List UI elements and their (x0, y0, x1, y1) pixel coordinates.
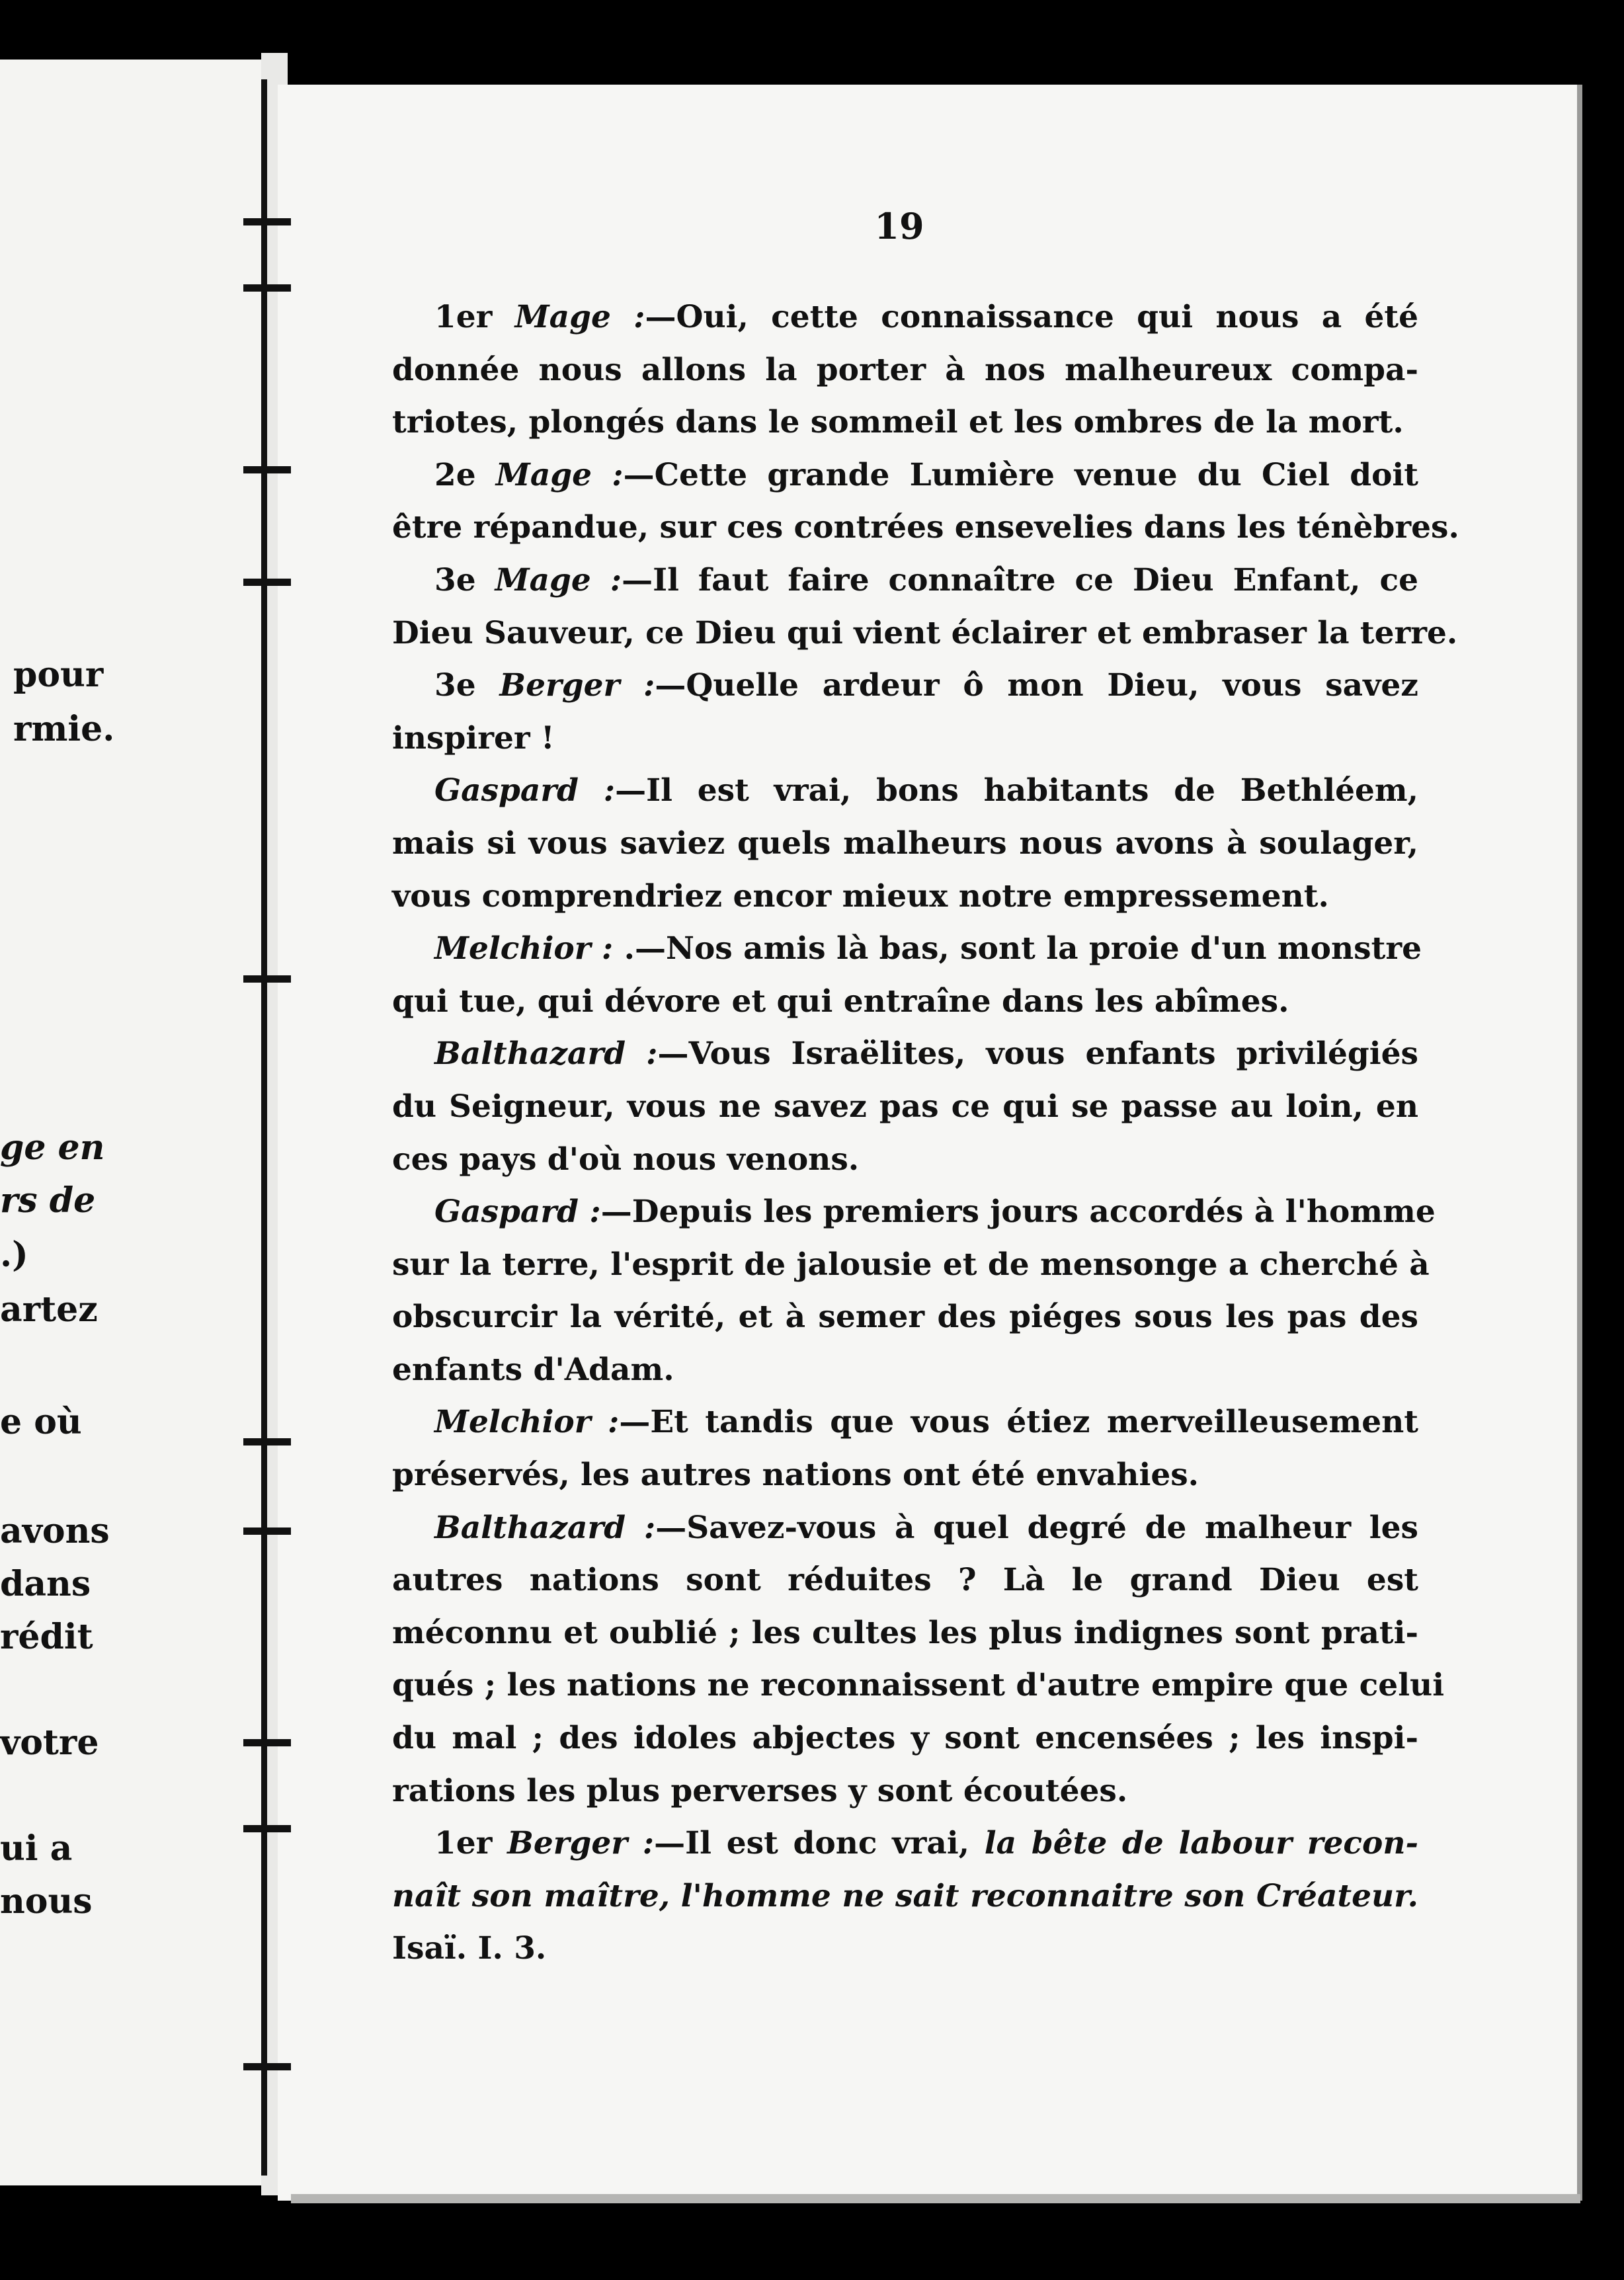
binding-stitch (243, 1527, 291, 1535)
text-line (392, 1817, 1418, 1870)
text-line (392, 1239, 1430, 1291)
speaker-label: Balthazard : (434, 1036, 658, 1073)
text-run: —Il est donc vrai, (654, 1825, 985, 1862)
text-run: 1er (434, 1825, 508, 1862)
left-page-fragment: pour (13, 655, 104, 695)
text-run: préservés, les autres nations ont été envahies. (392, 1457, 1199, 1494)
text-run: —Vous Israëlites, vous enfants privilégiés (657, 1036, 1418, 1073)
binding-stitch (243, 466, 291, 473)
text-line (392, 449, 1418, 502)
text-run: qui tue, qui dévore et qui entraîne dans les abîmes. (392, 983, 1289, 1020)
speaker-label: Gaspard : (434, 772, 616, 809)
text-run: du Seigneur, vous ne savez pas ce qui se passe au loin, en (392, 1088, 1418, 1125)
text-line (392, 922, 1422, 975)
binding-stitch (243, 1825, 291, 1832)
text-line (392, 291, 1418, 344)
left-page-fragment: artez (0, 1289, 98, 1330)
binding-stitch (243, 1438, 291, 1445)
text-run: mais si vous saviez quels malheurs nous avons à soulager, (392, 825, 1418, 862)
text-line (392, 501, 1459, 554)
speaker-label: Gaspard : (434, 1194, 601, 1231)
text-line (392, 344, 1418, 397)
text-line (392, 1080, 1418, 1133)
text-run: être répandue, sur ces contrées ensevelies dans les ténèbres. (392, 509, 1459, 546)
text-line (392, 1659, 1445, 1712)
text-run: inspirer ! (392, 719, 555, 756)
text-run: sur la terre, l'esprit de jalousie et de mensonge a cherché à (392, 1246, 1430, 1283)
body-text (392, 291, 1459, 1975)
binding-stitch (243, 2063, 291, 2070)
text-run: vous comprendriez encor mieux notre empressement. (392, 877, 1329, 915)
text-run: triotes, plongés dans le sommeil et les ombres de la mort. (392, 404, 1404, 441)
text-run: —Il faut faire connaître ce Dieu Enfant, ce (622, 561, 1418, 598)
text-line (392, 607, 1458, 660)
text-line (392, 659, 1418, 712)
page-edge-shadow (1577, 85, 1582, 2201)
text-line (392, 1922, 1418, 1975)
text-line (392, 1502, 1418, 1555)
speaker-label: naît son maître, l'homme ne sait reconnaitre son Créateur. (392, 1877, 1418, 1914)
text-run: enfants d'Adam. (392, 1351, 674, 1388)
page-number: 19 (874, 205, 924, 247)
text-run: méconnu et oublié ; les cultes les plus indignes sont prati- (392, 1614, 1418, 1651)
text-line (392, 396, 1418, 449)
text-run: 3e (434, 561, 495, 598)
speaker-label: Mage : (495, 456, 624, 493)
text-line (392, 1291, 1418, 1344)
text-line (392, 817, 1418, 870)
text-line (392, 554, 1418, 607)
text-run: autres nations sont réduites ? Là le grand Dieu est (392, 1562, 1418, 1599)
left-page-fragment: nous (0, 1881, 93, 1922)
text-run: —Oui, cette connaissance qui nous a été (645, 299, 1418, 335)
speaker-label: Mage : (495, 561, 622, 598)
binding-stitch (243, 284, 291, 292)
text-line (392, 1449, 1418, 1502)
text-run: —Quelle ardeur ô mon Dieu, vous savez (655, 667, 1418, 704)
page-bottom-edge (291, 2194, 1580, 2203)
text-line (392, 1133, 1418, 1186)
left-page-fragment: rmie. (13, 709, 115, 749)
text-line (392, 870, 1418, 923)
left-page-fragment: dans (0, 1564, 91, 1604)
text-run: qués ; les nations ne reconnaissent d'autre empire que celui (392, 1667, 1445, 1704)
text-line (392, 975, 1418, 1028)
text-run: du mal ; des idoles abjectes y sont encensées ; les inspi- (392, 1720, 1418, 1757)
speaker-label: Mage : (514, 299, 645, 335)
left-page-fragment: e où (0, 1402, 82, 1442)
binding-stitch (243, 579, 291, 586)
left-page-fragment: rs de (0, 1180, 96, 1221)
left-page-fragment: ge en (0, 1127, 105, 1168)
speaker-label: Melchior : (434, 930, 624, 967)
binding-stitch (243, 975, 291, 983)
text-run: Dieu Sauveur, ce Dieu qui vient éclairer et embraser la terre. (392, 614, 1458, 651)
text-line (392, 1554, 1418, 1607)
text-line (392, 1870, 1418, 1923)
text-line (392, 1607, 1418, 1660)
text-run: .—Nos amis là bas, sont la proie d'un monstre (624, 930, 1422, 967)
text-run: 2e (434, 456, 496, 493)
text-line (392, 1186, 1436, 1239)
text-line (392, 1765, 1418, 1818)
text-line (392, 1396, 1418, 1449)
speaker-label: la bête de labour recon- (984, 1825, 1419, 1862)
text-run: —Depuis les premiers jours accordés à l'homme (600, 1194, 1436, 1231)
text-run: rations les plus perverses y sont écoutées. (392, 1772, 1128, 1809)
text-run: 1er (434, 299, 515, 335)
left-page-fragment: rédit (0, 1617, 93, 1657)
text-run: ces pays d'où nous venons. (392, 1141, 860, 1178)
text-line (392, 1344, 1418, 1397)
text-line (392, 1712, 1418, 1765)
text-line (392, 764, 1418, 817)
left-page-fragment: votre (0, 1723, 99, 1763)
speaker-label: Balthazard : (434, 1509, 656, 1546)
speaker-label: Melchior : (434, 1404, 620, 1441)
text-run: donnée nous allons la porter à nos malheureux compa- (392, 351, 1418, 388)
text-run: obscurcir la vérité, et à semer des piéges sous les pas des (392, 1299, 1418, 1336)
text-run: —Il est vrai, bons habitants de Bethléem, (615, 772, 1418, 809)
text-run: —Savez-vous à quel degré de malheur les (655, 1509, 1418, 1546)
left-page-fragment: avons (0, 1511, 110, 1551)
text-run: —Et tandis que vous étiez merveilleusement (619, 1404, 1418, 1441)
binding-stitch (243, 218, 291, 225)
speaker-label: Berger : (499, 667, 655, 704)
binding-thread (261, 79, 267, 2176)
speaker-label: Berger : (507, 1825, 655, 1862)
text-line (392, 712, 1418, 765)
binding-stitch (243, 1739, 291, 1746)
left-page-fragment: ui a (0, 1828, 73, 1869)
text-line (392, 1028, 1418, 1080)
left-page-fragment: .) (0, 1235, 28, 1275)
text-run: —Cette grande Lumière venue du Ciel doit (623, 456, 1418, 493)
text-run: Isaï. I. 3. (392, 1930, 547, 1967)
text-run: 3e (434, 667, 500, 704)
